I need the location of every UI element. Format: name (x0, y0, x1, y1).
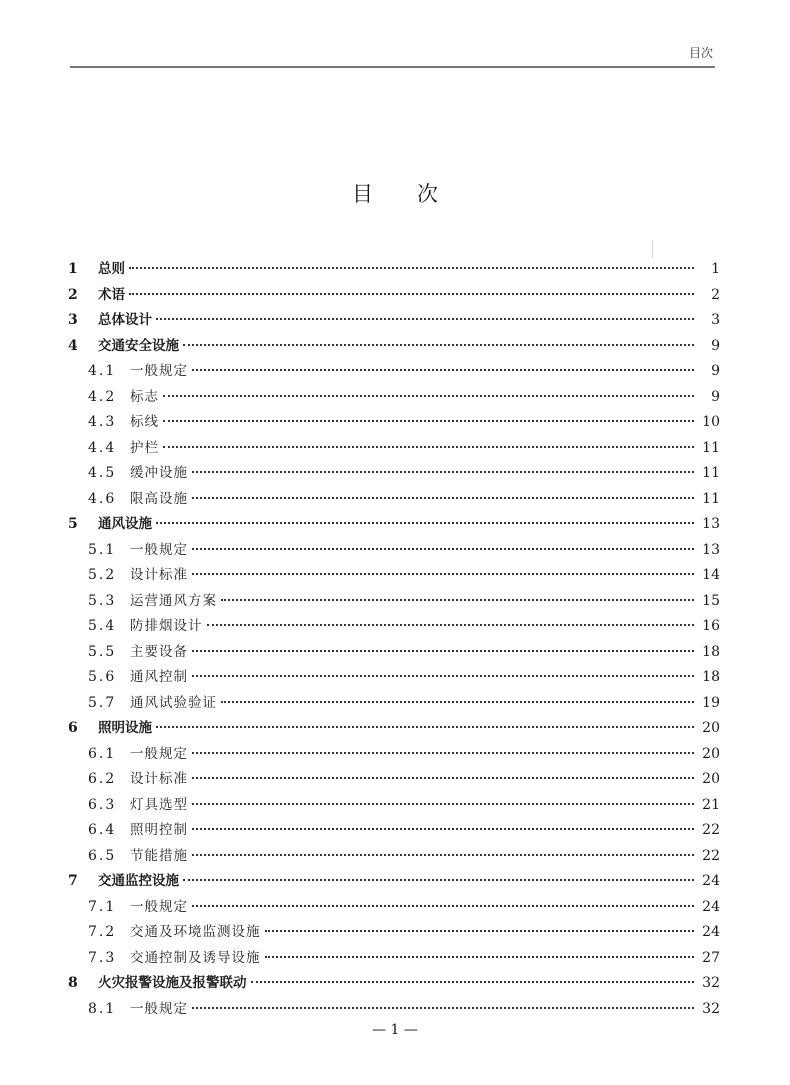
toc-section-entry[interactable] (68, 438, 720, 464)
toc-entry-number: 4.5 (88, 465, 117, 481)
toc-leader-dots (192, 854, 694, 856)
toc-entry-title: 设计标准 (130, 567, 188, 583)
toc-section-entry[interactable] (68, 591, 720, 617)
toc-entry-number: 8 (68, 975, 78, 991)
toc-section-entry[interactable] (68, 897, 720, 923)
toc-chapter-entry[interactable] (68, 310, 720, 336)
toc-entry-number: 5.7 (88, 694, 117, 711)
toc-entry-page: 13 (702, 516, 720, 532)
toc-entry-title: 一般规定 (130, 745, 188, 762)
toc-entry-title: 灯具选型 (130, 796, 188, 813)
toc-chapter-entry[interactable] (68, 973, 720, 999)
toc-section-entry[interactable] (68, 999, 720, 1025)
toc-section-entry[interactable] (68, 387, 720, 413)
toc-entry-number: 5.4 (88, 618, 117, 634)
toc-entry-number: 6.4 (88, 822, 117, 838)
toc-section-entry[interactable] (68, 463, 720, 489)
toc-entry-title: 总体设计 (98, 312, 152, 328)
toc-entry-page: 9 (711, 363, 720, 379)
toc-entry-page: 22 (702, 822, 720, 838)
toc-entry-number: 5.2 (88, 567, 117, 583)
toc-leader-dots (192, 1007, 694, 1009)
toc-entry-title: 标志 (130, 388, 159, 405)
toc-entry-page: 11 (702, 439, 720, 456)
toc-entry-title: 主要设备 (130, 643, 188, 660)
toc-entry-title: 火灾报警设施及报警联动 (98, 975, 247, 991)
toc-section-entry[interactable] (68, 744, 720, 770)
toc-entry-title: 运营通风方案 (130, 592, 217, 609)
toc-section-entry[interactable] (68, 795, 720, 821)
toc-entry-title: 一般规定 (130, 363, 188, 379)
toc-chapter-entry[interactable] (68, 718, 720, 744)
toc-section-entry[interactable] (68, 642, 720, 668)
toc-leader-dots (192, 675, 694, 677)
toc-entry-title: 通风控制 (130, 669, 188, 685)
toc-leader-dots (129, 293, 694, 295)
toc-leader-dots (163, 420, 694, 422)
toc-leader-dots (251, 981, 695, 983)
toc-leader-dots (192, 803, 694, 805)
toc-leader-dots (183, 879, 694, 881)
toc-section-entry[interactable] (68, 565, 720, 591)
toc-entry-number: 2 (68, 286, 78, 303)
toc-entry-title: 交通监控设施 (98, 873, 179, 889)
toc-entry-number: 7 (68, 873, 78, 889)
toc-leader-dots (221, 599, 694, 601)
toc-entry-number: 6.3 (88, 796, 117, 813)
toc-leader-dots (207, 624, 695, 626)
toc-leader-dots (163, 395, 694, 397)
toc-entry-number: 7.2 (88, 924, 117, 940)
toc-entry-page: 2 (711, 286, 720, 303)
toc-entry-number: 6.5 (88, 847, 117, 864)
toc-entry-number: 7.3 (88, 949, 117, 966)
toc-entry-title: 交通及环境监测设施 (130, 924, 261, 940)
toc-entry-title: 照明控制 (130, 822, 188, 838)
toc-entry-title: 通风试验验证 (130, 694, 217, 711)
toc-entry-number: 4.4 (88, 439, 117, 456)
scan-artifact (652, 240, 653, 258)
toc-entry-title: 防排烟设计 (130, 618, 203, 634)
toc-section-entry[interactable] (68, 412, 720, 438)
toc-leader-dots (163, 446, 694, 448)
toc-entry-number: 6.1 (88, 745, 117, 762)
toc-entry-number: 5 (68, 516, 78, 532)
toc-entry-title: 总则 (98, 261, 125, 277)
toc-entry-number: 3 (68, 312, 78, 328)
toc-entry-title: 一般规定 (130, 541, 188, 558)
toc-entry-title: 设计标准 (130, 771, 188, 787)
toc-leader-dots (192, 497, 694, 499)
toc-entry-title: 标线 (130, 414, 159, 430)
toc-entry-page: 10 (702, 414, 720, 430)
toc-entry-number: 4.6 (88, 490, 117, 507)
toc-entry-page: 24 (702, 924, 720, 940)
toc-entry-page: 1 (711, 261, 720, 277)
toc-entry-number: 5.3 (88, 592, 117, 609)
toc-entry-title: 缓冲设施 (130, 465, 188, 481)
toc-entry-title: 一般规定 (130, 898, 188, 915)
toc-leader-dots (265, 956, 695, 958)
toc-entry-number: 6 (68, 720, 78, 736)
toc-leader-dots (156, 318, 694, 320)
toc-entry-page: 13 (702, 541, 720, 558)
toc-section-entry[interactable] (68, 616, 720, 642)
toc-entry-page: 22 (702, 847, 720, 864)
toc-entry-title: 一般规定 (130, 1000, 188, 1017)
toc-entry-page: 20 (702, 771, 720, 787)
toc-entry-page: 32 (702, 975, 720, 991)
toc-section-entry[interactable] (68, 922, 720, 948)
toc-leader-dots (192, 650, 694, 652)
toc-entry-page: 27 (702, 949, 720, 966)
toc-entry-page: 21 (702, 796, 720, 813)
toc-section-entry[interactable] (68, 667, 720, 693)
toc-entry-page: 19 (702, 694, 720, 711)
toc-entry-page: 15 (702, 592, 720, 609)
toc-section-entry[interactable] (68, 693, 720, 719)
toc-section-entry[interactable] (68, 820, 720, 846)
toc-leader-dots (192, 752, 694, 754)
toc-entry-title: 照明设施 (98, 720, 152, 736)
toc-section-entry[interactable] (68, 846, 720, 872)
toc-entry-page: 11 (702, 490, 720, 507)
toc-leader-dots (192, 471, 694, 473)
toc-entry-page: 20 (702, 720, 720, 736)
toc-entry-number: 6.2 (88, 771, 117, 787)
toc-entry-page: 32 (702, 1000, 720, 1017)
toc-entry-title: 交通控制及诱导设施 (130, 949, 261, 966)
toc-section-entry[interactable] (68, 540, 720, 566)
toc-leader-dots (183, 344, 694, 346)
toc-entry-page: 11 (702, 465, 720, 481)
toc-entry-number: 5.1 (88, 541, 117, 558)
toc-leader-dots (221, 701, 694, 703)
toc-entry-number: 5.6 (88, 669, 117, 685)
toc-leader-dots (265, 930, 695, 932)
toc-leader-dots (129, 267, 694, 269)
toc-leader-dots (156, 522, 694, 524)
toc-entry-page: 9 (711, 337, 720, 354)
toc-section-entry[interactable] (68, 769, 720, 795)
toc-entry-page: 16 (702, 618, 720, 634)
toc-leader-dots (192, 369, 694, 371)
toc-entry-number: 7.1 (88, 898, 117, 915)
toc-leader-dots (192, 828, 694, 830)
toc-entry-number: 4.3 (88, 414, 117, 430)
toc-chapter-entry[interactable] (68, 336, 720, 362)
toc-entry-title: 交通安全设施 (98, 337, 179, 354)
toc-entry-page: 18 (702, 669, 720, 685)
toc-entry-title: 护栏 (130, 439, 159, 456)
toc-entry-number: 4.1 (88, 363, 117, 379)
toc-leader-dots (192, 548, 694, 550)
toc-leader-dots (192, 777, 694, 779)
toc-entry-number: 4.2 (88, 388, 117, 405)
toc-entry-title: 限高设施 (130, 490, 188, 507)
toc-entry-page: 24 (702, 898, 720, 915)
page-title: 目次 (352, 182, 482, 206)
table-of-contents (68, 259, 720, 1024)
toc-chapter-entry[interactable] (68, 514, 720, 540)
toc-chapter-entry[interactable] (68, 285, 720, 311)
toc-entry-number: 8.1 (88, 1000, 117, 1017)
page-number: — 1 — (372, 1022, 418, 1038)
toc-leader-dots (156, 726, 694, 728)
toc-leader-dots (192, 573, 694, 575)
toc-entry-title: 通风设施 (98, 516, 152, 532)
toc-entry-page: 9 (711, 388, 720, 405)
toc-entry-title: 术语 (98, 286, 125, 303)
toc-entry-title: 节能措施 (130, 847, 188, 864)
toc-entry-page: 3 (711, 312, 720, 328)
toc-entry-number: 5.5 (88, 643, 117, 660)
toc-chapter-entry[interactable] (68, 871, 720, 897)
toc-entry-page: 20 (702, 745, 720, 762)
toc-entry-number: 4 (68, 337, 78, 354)
toc-entry-page: 24 (702, 873, 720, 889)
toc-leader-dots (192, 905, 694, 907)
toc-entry-page: 14 (702, 567, 720, 583)
toc-entry-page: 18 (702, 643, 720, 660)
running-header (70, 40, 715, 68)
toc-entry-number: 1 (68, 261, 78, 277)
toc-chapter-entry[interactable] (68, 259, 720, 285)
running-header-title: 目次 (688, 46, 713, 60)
toc-section-entry[interactable] (68, 489, 720, 515)
toc-section-entry[interactable] (68, 948, 720, 974)
toc-section-entry[interactable] (68, 361, 720, 387)
